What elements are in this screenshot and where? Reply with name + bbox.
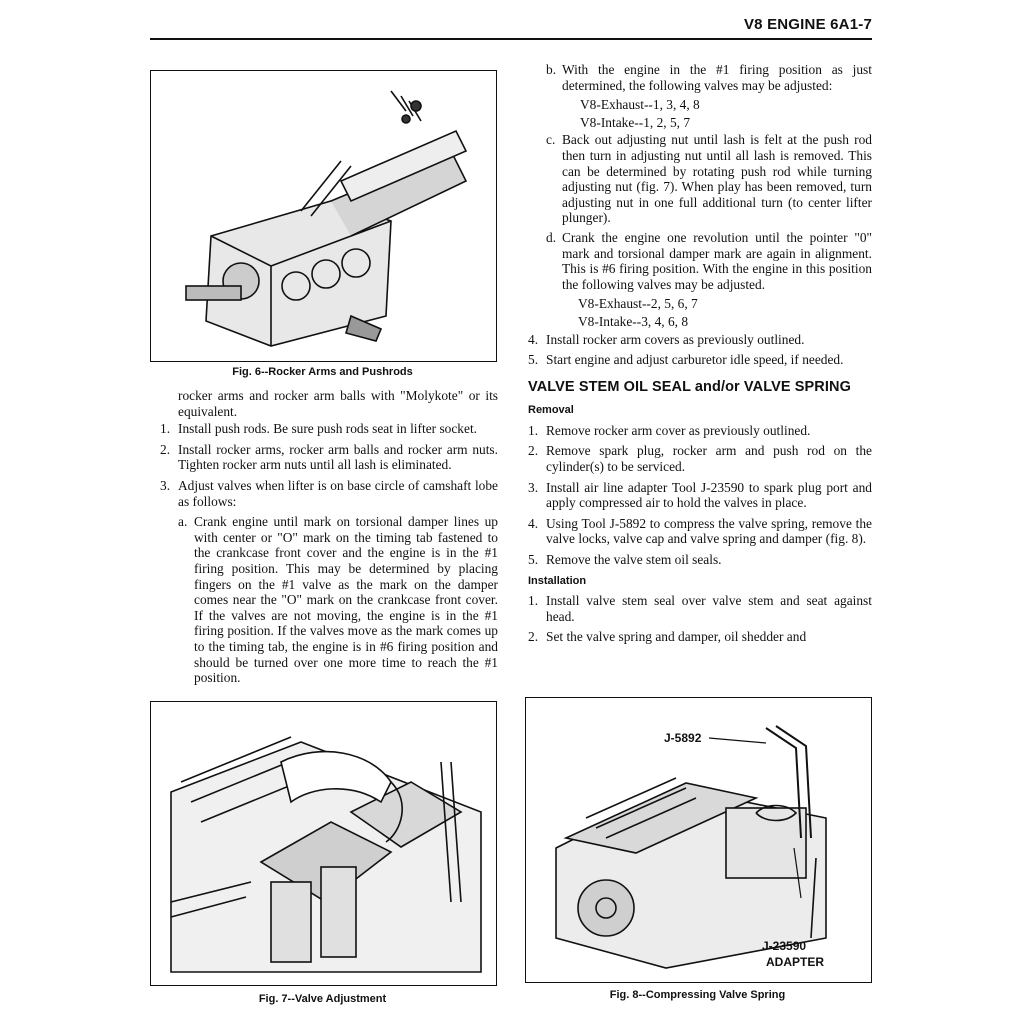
- list-item: 5. Remove the valve stem oil seals.: [528, 552, 722, 568]
- figure-caption-6: Fig. 6--Rocker Arms and Pushrods: [232, 366, 413, 378]
- list-item: 1. Install valve stem seal over valve stem and seat against head.: [528, 593, 872, 624]
- list-item: 3. Adjust valves when lifter is on base circle of camshaft lobe as follows:: [160, 477, 498, 509]
- removal-heading: Removal: [528, 404, 574, 417]
- figure-compressing-valve-spring: [525, 697, 872, 983]
- figure-rocker-arms: [150, 70, 497, 362]
- valve-list-intake-1: V8-Intake--1, 2, 5, 7: [580, 114, 691, 130]
- list-item: 2. Install rocker arms, rocker arm balls and rocker arm nuts. Tighten rocker arm nuts until all lash is eliminated.: [160, 441, 498, 473]
- section-title: VALVE STEM OIL SEAL and/or VALVE SPRING: [528, 378, 851, 395]
- valve-adjustment-illustration: [151, 702, 496, 985]
- header-title: V8 ENGINE 6A1-7: [743, 16, 872, 33]
- leader-line-tool: [709, 738, 766, 743]
- sub-item-a: a. Crank engine until mark on torsional damper lines up with center or "O" mark on the timing tab fastened to the crankcase front cover and the engine is in the #1 firing position. This may be determined by placing fingers on the #1 valve as the mark on the damper comes near the "O" mark on the crankcase front cover. If the valves are not moving, the engine is in the #1 firing position. If the valves move as the mark comes up to the timing tab, the engine is in #6 firing position and should be turned over one more time to reach the #1 position.: [178, 514, 498, 686]
- label-j23590: J-23590: [762, 939, 807, 953]
- left-column: [160, 388, 498, 690]
- list-item: 1. Remove rocker arm cover as previously outlined.: [528, 422, 811, 438]
- installation-heading: Installation: [528, 574, 587, 587]
- list-item: 3. Install air line adapter Tool J-23590 to spark plug port and apply compressed air to hold the valves in place.: [528, 479, 872, 511]
- list-item: 4. Install rocker arm covers as previously outlined.: [528, 331, 805, 347]
- sub-item-c: c. Back out adjusting nut until lash is felt at the push rod then turn in adjusting nut until all lash is removed. This can be determined by rotating push rod while turning adjusting nut (fig. 7). When play has been removed, turn adjusting nut in one full additional turn (to center lifter plunger).: [546, 132, 872, 226]
- sub-item-d: d. Crank the engine one revolution until the pointer "0" mark and torsional damper mark are again in alignment. This is #6 firing position. With the engine in this position the following valves may be adjusted.: [546, 229, 872, 292]
- valve-list-exhaust-2: V8-Exhaust--2, 5, 6, 7: [578, 296, 698, 312]
- right-column: [528, 62, 872, 650]
- list-item: 4. Using Tool J-5892 to compress the valve spring, remove the valve locks, valve cap and valve spring and damper (fig. 8).: [528, 515, 872, 547]
- label-adapter: ADAPTER: [766, 955, 825, 969]
- list-item: 5. Start engine and adjust carburetor idle speed, if needed.: [528, 352, 844, 368]
- header-rule: [150, 38, 872, 40]
- label-tool-j5892: J-5892: [664, 731, 702, 745]
- valve-list-intake-2: V8-Intake--3, 4, 6, 8: [578, 313, 689, 329]
- valve-spring-illustration: [526, 698, 871, 982]
- valve-list-exhaust-1: V8-Exhaust--1, 3, 4, 8: [580, 97, 700, 113]
- engine-illustration: [151, 71, 496, 361]
- list-item: 2. Remove spark plug, rocker arm and push rod on the cylinder(s) to be serviced.: [528, 443, 872, 475]
- figure-caption-7: Fig. 7--Valve Adjustment: [258, 993, 387, 1005]
- list-item: 2. Set the valve spring and damper, oil shedder and: [528, 629, 807, 645]
- figure-valve-adjustment: [150, 701, 497, 986]
- page-header: [150, 12, 872, 40]
- list-item: 1. Install push rods. Be sure push rods seat in lifter socket.: [160, 421, 478, 437]
- figure-caption-8: Fig. 8--Compressing Valve Spring: [609, 989, 786, 1001]
- continuation-text: rocker arms and rocker arm balls with "Molykote" or its equivalent.: [178, 388, 498, 419]
- sub-item-b: b. With the engine in the #1 firing position as just determined, the following valves may be adjusted:: [546, 62, 872, 93]
